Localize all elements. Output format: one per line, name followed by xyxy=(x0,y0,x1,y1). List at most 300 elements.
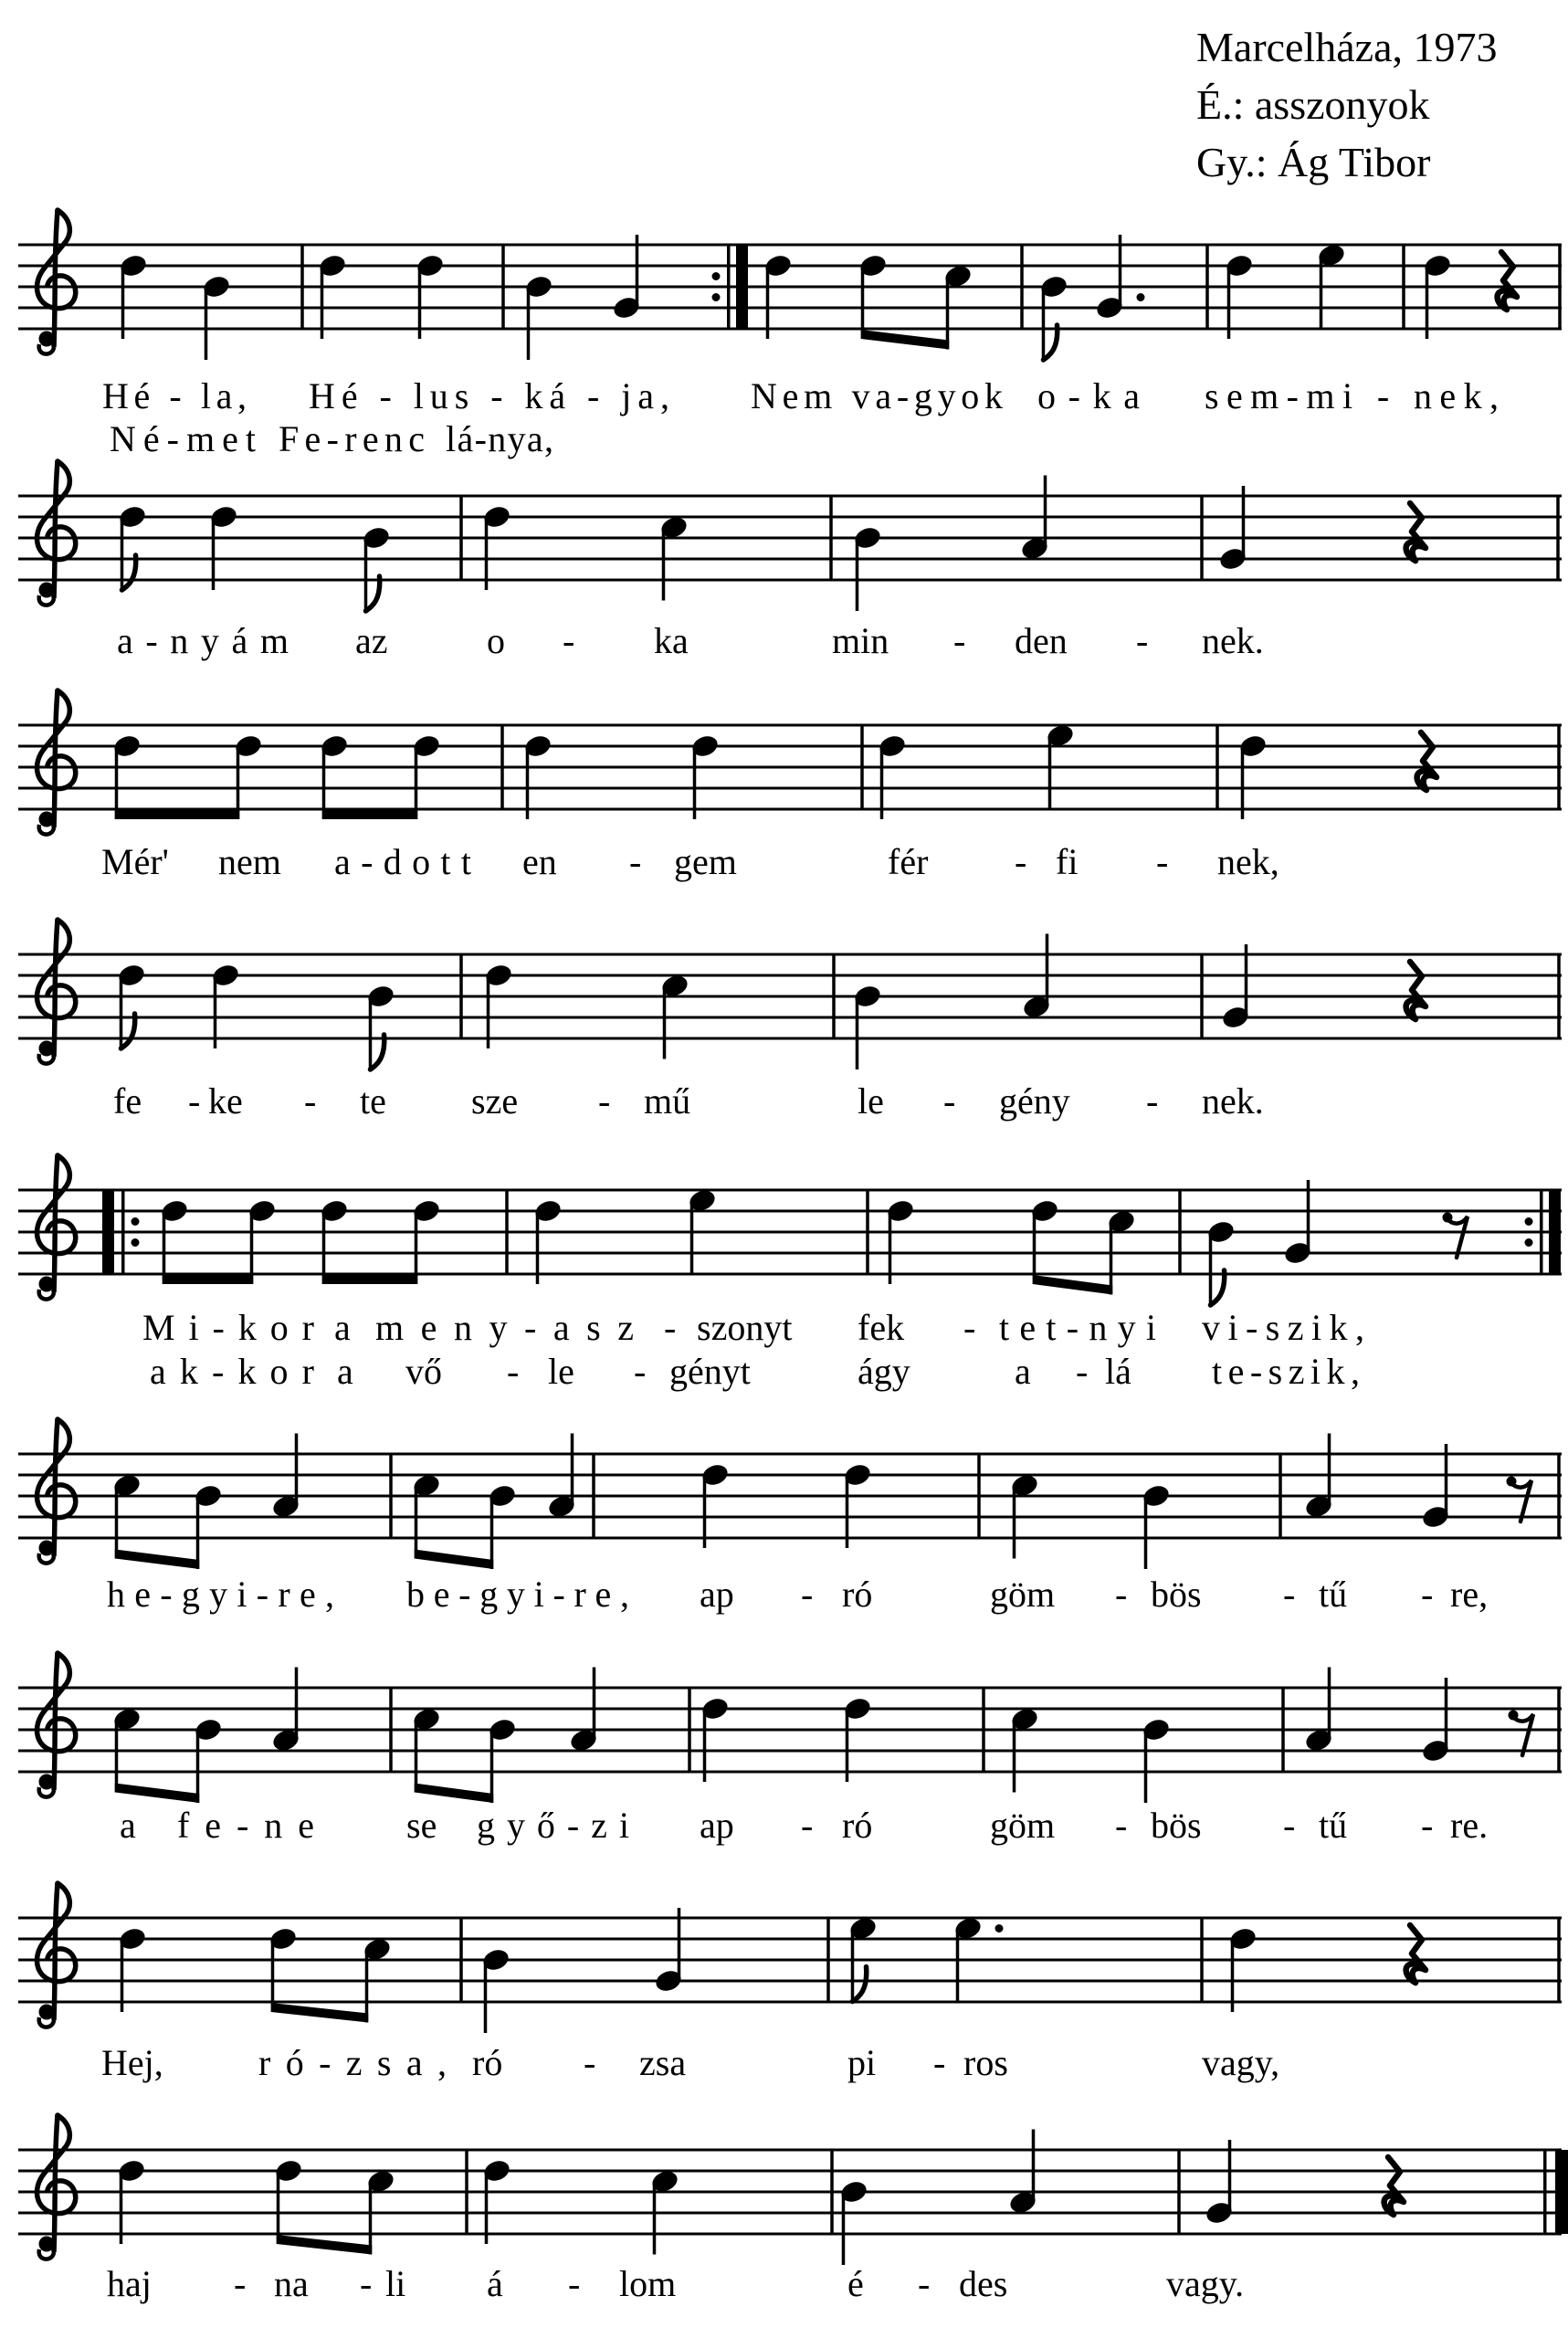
repeat-begin-thin-bar xyxy=(121,1190,125,1274)
note-stem xyxy=(1242,486,1246,556)
note-stem xyxy=(295,1434,299,1504)
staff-line xyxy=(18,1189,1562,1192)
note-stem xyxy=(115,749,119,819)
lyric-syllable: ros xyxy=(963,2042,1008,2083)
quarter-rest-icon xyxy=(1406,503,1426,561)
lyric-syllable: re. xyxy=(1450,1805,1489,1846)
note xyxy=(1224,252,1254,339)
treble-clef-icon xyxy=(37,1653,75,1797)
barline xyxy=(459,496,463,580)
lyric-syllable: győ-zi xyxy=(477,1805,629,1846)
note xyxy=(268,1925,298,2012)
note xyxy=(1019,476,1049,563)
note xyxy=(247,1197,277,1284)
note-stem xyxy=(956,1932,960,2002)
note-stem xyxy=(1048,739,1052,809)
note-stem xyxy=(846,1711,849,1782)
note xyxy=(523,273,553,360)
note xyxy=(842,1695,872,1782)
staff-line xyxy=(18,787,1562,790)
repeat-end-thin-bar xyxy=(727,245,731,329)
treble-clef-icon xyxy=(37,2115,75,2259)
lyric-syllable: Fe-renc xyxy=(279,418,425,459)
staff-line xyxy=(18,2149,1562,2152)
lyric-syllable: - xyxy=(664,1307,677,1348)
lyric-syllable: - xyxy=(933,2042,946,2083)
note xyxy=(1316,242,1346,329)
treble-clef-icon xyxy=(37,920,75,1064)
note xyxy=(480,1946,510,2033)
note xyxy=(117,503,147,590)
repeat-dot xyxy=(132,1217,140,1226)
note xyxy=(1303,1668,1333,1754)
note-stem xyxy=(364,541,368,611)
note xyxy=(838,2178,868,2265)
staff-line xyxy=(18,1516,1562,1519)
clef-blob xyxy=(39,332,55,347)
note-stem xyxy=(322,1214,326,1284)
repeat-end-thin-bar xyxy=(1540,1190,1543,1274)
note-stem xyxy=(1307,1180,1310,1250)
staff-line xyxy=(18,1210,1562,1213)
barline xyxy=(501,245,505,329)
lyric-syllable: tű xyxy=(1319,1574,1348,1615)
barline xyxy=(1557,725,1561,809)
note xyxy=(111,1472,142,1559)
note xyxy=(532,1197,563,1284)
barline xyxy=(977,1454,981,1538)
treble-clef-icon xyxy=(37,1883,75,2027)
beam xyxy=(271,2003,369,2023)
note xyxy=(411,1472,441,1559)
barline xyxy=(826,1918,830,2002)
note xyxy=(1227,1925,1258,2012)
barline xyxy=(830,2150,834,2234)
beam xyxy=(277,2235,373,2255)
note xyxy=(858,252,888,339)
note-stem xyxy=(1119,235,1122,305)
rest-tail xyxy=(1513,1714,1533,1755)
note xyxy=(1205,1218,1236,1305)
lyric-syllable: lá-nya, xyxy=(446,418,553,459)
note xyxy=(365,2168,395,2255)
eighth-rest-icon xyxy=(1507,1477,1532,1522)
rest-tail xyxy=(1447,1216,1468,1258)
staff-line xyxy=(18,1750,1562,1753)
note xyxy=(700,1461,730,1548)
barline xyxy=(459,1918,463,2002)
lyric-syllable: he-gyi-re, xyxy=(107,1574,334,1615)
clef-blob xyxy=(39,1277,55,1292)
note xyxy=(546,1434,576,1521)
lyric-syllable: gényt xyxy=(669,1351,751,1392)
note-stem xyxy=(1245,944,1248,1015)
note xyxy=(411,1197,441,1284)
note xyxy=(1009,1472,1039,1559)
staff-line xyxy=(18,495,1562,498)
note xyxy=(1220,944,1250,1031)
repeat-dot xyxy=(712,272,721,280)
lyric-syllable: na xyxy=(274,2263,309,2304)
note xyxy=(689,732,720,819)
lyric-syllable: fe-ne xyxy=(177,1805,314,1846)
staff-line xyxy=(18,1231,1562,1234)
staff-line xyxy=(18,974,1562,977)
note-stem xyxy=(415,749,418,819)
note-stem xyxy=(1013,1489,1016,1559)
lyric-syllable: te-szik, xyxy=(1212,1351,1360,1392)
lyric-syllable: - xyxy=(953,620,966,661)
clef-blob xyxy=(39,583,55,598)
barline xyxy=(1557,1454,1561,1538)
lyric-syllable: - xyxy=(1076,1351,1089,1392)
note-stem xyxy=(490,1499,494,1569)
barline xyxy=(389,1454,393,1538)
staff-line xyxy=(18,1016,1562,1019)
barline xyxy=(465,2150,468,2234)
staff-line xyxy=(18,1537,1562,1540)
lyric-syllable: o xyxy=(487,620,505,661)
note-stem xyxy=(526,749,530,819)
note-stem xyxy=(662,531,666,601)
lyric-syllable: - xyxy=(1115,1574,1128,1615)
clef-blob xyxy=(39,1041,55,1057)
note xyxy=(1422,252,1452,339)
note xyxy=(877,732,907,819)
staff-line xyxy=(18,724,1562,727)
lyric-syllable: le xyxy=(548,1351,574,1392)
beam xyxy=(861,330,950,350)
note-stem xyxy=(1241,749,1245,819)
lyric-syllable: a xyxy=(334,1307,351,1348)
note xyxy=(415,252,445,339)
lyric-syllable: - xyxy=(507,1351,520,1392)
note-stem xyxy=(214,978,217,1048)
staff-line xyxy=(18,558,1562,561)
eighth-flag xyxy=(853,1967,867,2002)
note-stem xyxy=(846,1478,849,1548)
eighth-flag xyxy=(366,576,380,611)
note-stem xyxy=(418,269,422,339)
quarter-rest-icon xyxy=(1384,2157,1404,2215)
note xyxy=(319,1197,349,1284)
note xyxy=(210,962,240,1048)
clef-blob xyxy=(39,2005,55,2020)
lyric-syllable: - xyxy=(1115,1805,1128,1846)
lyric-syllable: ró xyxy=(472,2042,503,2083)
eighth-rest-icon xyxy=(1509,1711,1534,1756)
lyric-syllable: - xyxy=(1283,1574,1296,1615)
note-stem xyxy=(1209,1235,1213,1305)
note xyxy=(1038,273,1068,360)
note xyxy=(649,2168,679,2255)
note xyxy=(116,2157,146,2244)
header-performer: É.: asszonyok xyxy=(1196,81,1430,128)
note-stem xyxy=(295,1668,299,1738)
note xyxy=(659,973,689,1059)
note-stem xyxy=(946,279,950,350)
note xyxy=(847,1915,878,2002)
lyric-syllable: bös xyxy=(1151,1574,1202,1615)
note-stem xyxy=(415,1214,418,1284)
lyric-syllable: - xyxy=(234,2263,247,2304)
repeat-end-thick-bar xyxy=(1549,1190,1561,1274)
note xyxy=(1141,1716,1171,1803)
barline xyxy=(866,1190,869,1274)
quarter-rest-icon xyxy=(1498,252,1517,310)
lyric-syllable: pi xyxy=(847,2042,877,2083)
staff-system-4 xyxy=(18,920,1562,1122)
beam xyxy=(1033,1275,1113,1295)
augmentation-dot xyxy=(1137,293,1145,301)
note xyxy=(111,732,142,819)
lyric-syllable: - xyxy=(304,1080,317,1122)
note-stem xyxy=(1445,1678,1448,1748)
note xyxy=(411,732,441,819)
note-stem xyxy=(889,1214,892,1284)
lyric-syllable: Hej, xyxy=(101,2042,163,2083)
lyric-syllable: li xyxy=(385,2263,406,2304)
note-stem xyxy=(527,290,531,360)
note-stem xyxy=(115,1489,119,1559)
note xyxy=(852,524,882,611)
lyric-syllable: nek. xyxy=(1202,620,1264,661)
note xyxy=(270,1668,300,1754)
lyric-syllable: nek. xyxy=(1202,1080,1264,1122)
note-stem xyxy=(1144,1732,1148,1803)
lyric-syllable: vagy, xyxy=(1202,2042,1280,2083)
repeat-dot xyxy=(712,293,721,301)
lyric-syllable: - xyxy=(598,1080,611,1122)
note xyxy=(1021,934,1051,1021)
staff-system-7 xyxy=(18,1653,1562,1846)
note-stem xyxy=(1228,2140,1232,2210)
lyric-syllable: haj xyxy=(107,2263,152,2304)
note xyxy=(653,1908,683,1995)
note xyxy=(885,1197,915,1284)
note-stem xyxy=(485,2174,489,2244)
staff-line xyxy=(18,953,1562,956)
quarter-rest-icon xyxy=(1406,1925,1426,1983)
lyric-syllable: gény xyxy=(999,1080,1070,1122)
lyric-syllable: - xyxy=(801,1574,814,1615)
note xyxy=(365,983,395,1069)
lyric-syllable: en xyxy=(522,841,557,882)
lyric-syllable: vő xyxy=(405,1351,442,1392)
treble-clef-icon xyxy=(37,210,75,354)
treble-clef-icon xyxy=(37,690,75,835)
staff-line xyxy=(18,1917,1562,1920)
lyric-syllable: se xyxy=(406,1805,437,1846)
eighth-flag xyxy=(371,1035,384,1069)
note xyxy=(481,503,511,590)
beam xyxy=(115,810,240,819)
lyric-syllable: - xyxy=(1421,1805,1434,1846)
lyric-syllable: tet-nyi xyxy=(999,1307,1156,1348)
note xyxy=(1045,722,1075,809)
note-stem xyxy=(1046,934,1049,1005)
clef-blob xyxy=(39,2237,55,2252)
lyric-syllable: meny-asz xyxy=(375,1307,634,1348)
rest-tail xyxy=(1511,1480,1531,1522)
barline xyxy=(1205,245,1209,329)
note xyxy=(481,2157,511,2244)
beam xyxy=(322,810,418,819)
lyric-syllable: ke xyxy=(208,1080,243,1122)
barline xyxy=(1557,1688,1561,1772)
note xyxy=(117,1925,147,2012)
note-stem xyxy=(678,1908,681,1978)
note xyxy=(116,962,146,1048)
note xyxy=(1420,1678,1450,1764)
note xyxy=(483,962,513,1048)
note-stem xyxy=(1042,290,1046,360)
beam xyxy=(163,1275,254,1284)
note xyxy=(111,1706,142,1793)
lyric-syllable: - xyxy=(634,1351,647,1392)
staff-line xyxy=(18,1959,1562,1962)
note-stem xyxy=(485,520,489,590)
note xyxy=(522,732,552,819)
note xyxy=(159,1197,189,1284)
beam xyxy=(415,1784,494,1804)
lyric-syllable: - xyxy=(360,2263,373,2304)
lyric-syllable: mű xyxy=(644,1080,691,1122)
staff-system-3 xyxy=(18,690,1562,882)
lyric-syllable: o-ka xyxy=(1037,375,1140,416)
note-stem xyxy=(842,2195,846,2265)
note-stem xyxy=(1426,269,1429,339)
staff-line xyxy=(18,1252,1562,1255)
note xyxy=(1009,1706,1039,1793)
lyric-syllable: lá xyxy=(1105,1351,1131,1392)
lyric-syllable: - xyxy=(584,2042,596,2083)
clef-blob xyxy=(39,1775,55,1790)
note-stem xyxy=(271,1942,275,2012)
repeat-dot xyxy=(1525,1238,1533,1247)
note-stem xyxy=(593,1668,596,1738)
note xyxy=(1420,1444,1450,1531)
repeat-dot xyxy=(132,1238,140,1247)
lyric-syllable: - xyxy=(1283,1805,1296,1846)
header-collector: Gy.: Ág Tibor xyxy=(1196,139,1431,185)
note xyxy=(208,503,238,590)
lyric-syllable: göm xyxy=(990,1805,1056,1846)
note-stem xyxy=(1320,258,1323,329)
note-stem xyxy=(369,2185,373,2255)
lyric-syllable: nek, xyxy=(1217,841,1279,882)
staff-line xyxy=(18,537,1562,540)
lyric-syllable: a-nyám xyxy=(117,620,289,661)
note-stem xyxy=(861,269,865,339)
lyric-syllable: é xyxy=(847,2263,864,2304)
eighth-flag xyxy=(121,1014,135,1048)
lyric-syllable: fi xyxy=(1056,841,1079,882)
note-stem xyxy=(484,1963,488,2033)
barline xyxy=(1178,1190,1182,1274)
lyric-syllable: be-gyi-re, xyxy=(406,1574,629,1615)
lyric-syllable: - xyxy=(1421,1574,1434,1615)
barline xyxy=(1281,1688,1285,1772)
lyric-syllable: Nem va-gyok xyxy=(751,375,1003,416)
lyric-syllable: a xyxy=(337,1351,353,1392)
staff-line xyxy=(18,1771,1562,1774)
lyric-syllable: ró-zsa, xyxy=(258,2042,447,2083)
barline xyxy=(459,954,463,1038)
lyric-syllable: - xyxy=(1136,620,1149,661)
note xyxy=(700,1695,730,1782)
note-stem xyxy=(856,541,859,611)
lyric-syllable: te xyxy=(360,1080,386,1122)
final-thick-bar xyxy=(1555,2150,1568,2234)
lyric-syllable: - xyxy=(563,620,575,661)
note xyxy=(1303,1434,1333,1521)
lyric-syllable: - xyxy=(1156,841,1169,882)
lyric-syllable: - xyxy=(918,2263,931,2304)
lyric-syllable: sem-mi - nek, xyxy=(1205,375,1499,416)
note xyxy=(273,2157,303,2244)
staff-system-6 xyxy=(18,1419,1562,1615)
lyric-syllable: gem xyxy=(674,841,737,882)
clef-blob xyxy=(39,1541,55,1556)
note xyxy=(952,1915,1003,2002)
lyric-syllable: ró xyxy=(842,1574,873,1615)
barline xyxy=(592,1454,595,1538)
barline xyxy=(1200,954,1204,1038)
lyric-syllable: ka xyxy=(654,620,689,661)
staff-line xyxy=(18,286,1562,289)
barline xyxy=(1177,2150,1181,2234)
lyric-syllable: re, xyxy=(1450,1574,1489,1615)
barline xyxy=(389,1688,393,1772)
note-stem xyxy=(690,1204,694,1274)
note xyxy=(1029,1197,1059,1284)
note-stem xyxy=(1445,1444,1448,1514)
note-stem xyxy=(693,749,697,819)
note-stem xyxy=(1231,1942,1235,2012)
note xyxy=(852,983,882,1069)
staff-system-5 xyxy=(18,1155,1562,1392)
eighth-flag xyxy=(1211,1270,1225,1305)
lyric-syllable: - xyxy=(188,1080,201,1122)
repeat-begin-thick-bar xyxy=(102,1190,114,1274)
staff-line xyxy=(18,1980,1562,1983)
lyric-syllable: fér xyxy=(888,841,929,882)
note-stem xyxy=(1328,1668,1331,1738)
lyric-syllable: az xyxy=(355,620,388,661)
note-stem xyxy=(365,1953,369,2023)
quarter-rest-icon xyxy=(1406,962,1426,1019)
barline xyxy=(860,725,864,809)
lyric-syllable: - xyxy=(943,1080,956,1122)
lyric-syllable: nem xyxy=(218,841,281,882)
note-stem xyxy=(196,1732,200,1803)
lyric-syllable: min xyxy=(832,620,889,661)
note xyxy=(118,252,148,339)
note-stem xyxy=(369,999,373,1069)
lyric-syllable: fe xyxy=(113,1080,142,1122)
staff-line xyxy=(18,2170,1562,2173)
note xyxy=(1007,2130,1037,2217)
repeat-dot xyxy=(1525,1217,1533,1226)
note xyxy=(611,235,641,321)
note-stem xyxy=(663,989,667,1059)
lyric-syllable: lom xyxy=(619,2263,677,2304)
lyric-syllable: á xyxy=(487,2263,503,2304)
note-stem xyxy=(205,290,208,360)
note-stem xyxy=(703,1711,707,1782)
lyric-syllable: vagy. xyxy=(1166,2263,1245,2304)
